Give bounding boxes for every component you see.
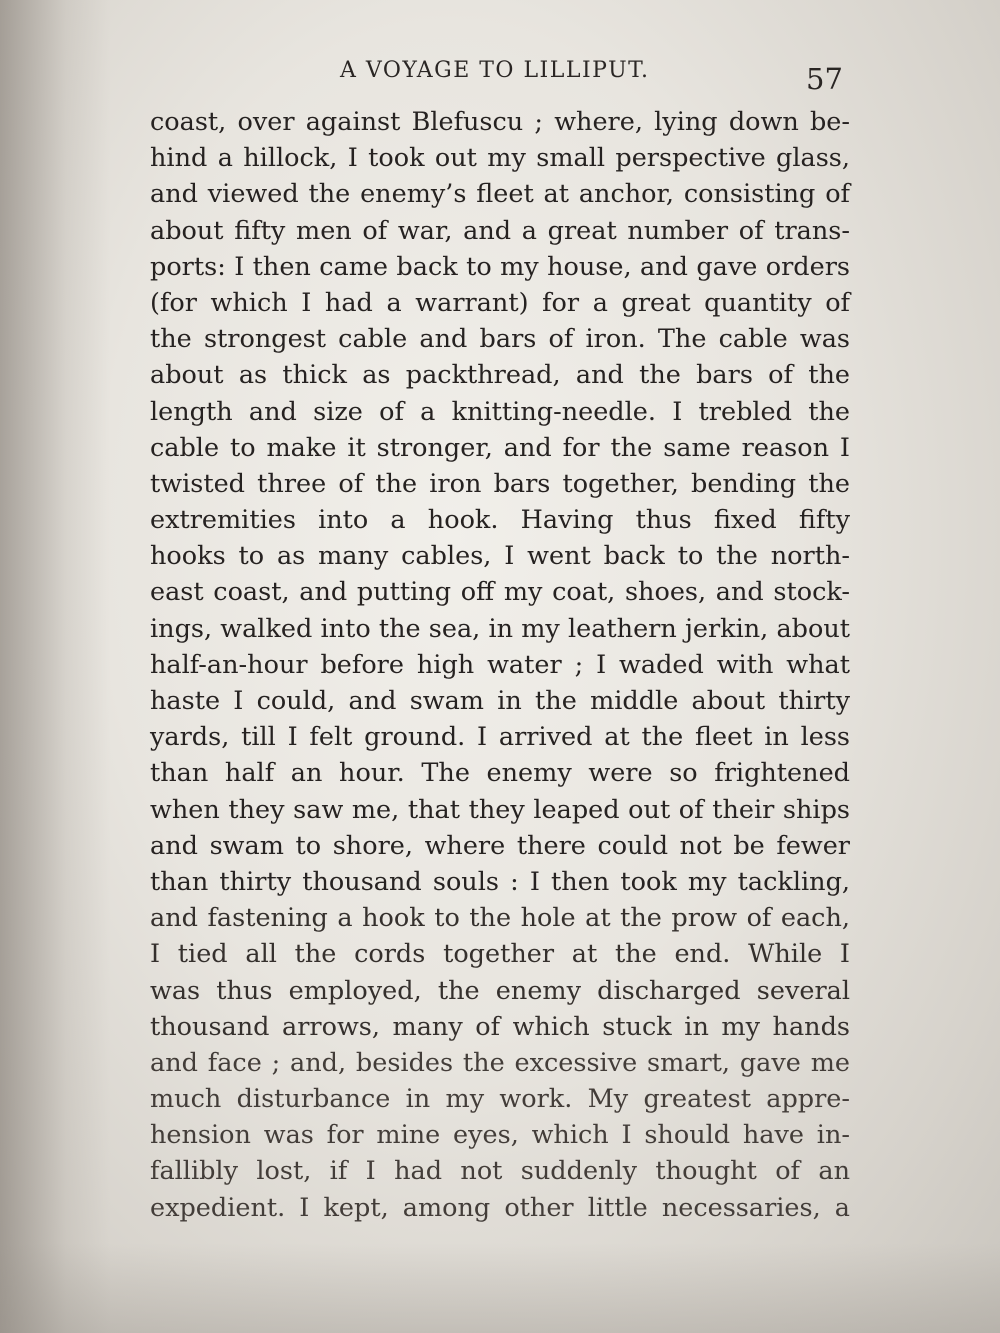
- body-text: [150, 104, 850, 1226]
- text-line: hind a hillock, I took out my small perspective glass,: [150, 143, 850, 174]
- text-line: yards, till I felt ground. I arrived at the fleet in less: [150, 722, 850, 753]
- text-line: than half an hour. The enemy were so frightened: [150, 758, 850, 789]
- text-line: coast, over against Blefuscu ; where, lying down be-: [150, 107, 850, 137]
- text-line: extremities into a hook. Having thus fixed fifty: [150, 505, 850, 536]
- text-line: hension was for mine eyes, which I should have in-: [150, 1120, 850, 1151]
- text-line: (for which I had a warrant) for a great quantity of: [150, 287, 850, 318]
- text-line: ports: I then came back to my house, and gave orders: [150, 251, 850, 282]
- text-line: much disturbance in my work. My greatest appre-: [150, 1084, 850, 1115]
- text-line: about fifty men of war, and a great number of trans-: [150, 215, 850, 246]
- text-line: hooks to as many cables, I went back to the north-: [150, 541, 850, 572]
- text-line: thousand arrows, many of which stuck in my hands: [150, 1011, 850, 1042]
- text-line: fallibly lost, if I had not suddenly thought of an: [150, 1156, 850, 1187]
- text-line: ings, walked into the sea, in my leathern jerkin, about: [150, 613, 850, 644]
- text-line: and viewed the enemy’s fleet at anchor, consisting of: [150, 179, 850, 210]
- text-line: and fastening a hook to the hole at the prow of each,: [150, 903, 850, 934]
- text-line: length and size of a knitting-needle. I trebled the: [150, 396, 850, 427]
- text-line: and face ; and, besides the excessive smart, gave me: [150, 1047, 850, 1078]
- text-line: cable to make it stronger, and for the same reason I: [150, 432, 850, 463]
- text-line: was thus employed, the enemy discharged several: [150, 975, 850, 1006]
- text-line: when they saw me, that they leaped out of their ships: [150, 794, 850, 825]
- text-line: half-an-hour before high water ; I waded with what: [150, 649, 850, 680]
- page-number: 57: [806, 62, 843, 96]
- text-line: and swam to shore, where there could not be fewer: [150, 830, 850, 861]
- text-line: expedient. I kept, among other little necessaries, a: [150, 1192, 850, 1223]
- text-line: than thirty thousand souls : I then took my tackling,: [150, 866, 850, 897]
- text-line: about as thick as packthread, and the bars of the: [150, 360, 850, 391]
- text-line: haste I could, and swam in the middle about thirty: [150, 686, 850, 716]
- text-line: twisted three of the iron bars together, bending the: [150, 468, 850, 499]
- running-title: A VOYAGE TO LILLIPUT.: [340, 58, 650, 83]
- text-line: east coast, and putting off my coat, shoes, and stock-: [150, 577, 850, 608]
- text-line: the strongest cable and bars of iron. The cable was: [150, 324, 850, 355]
- text-line: I tied all the cords together at the end. While I: [150, 939, 850, 970]
